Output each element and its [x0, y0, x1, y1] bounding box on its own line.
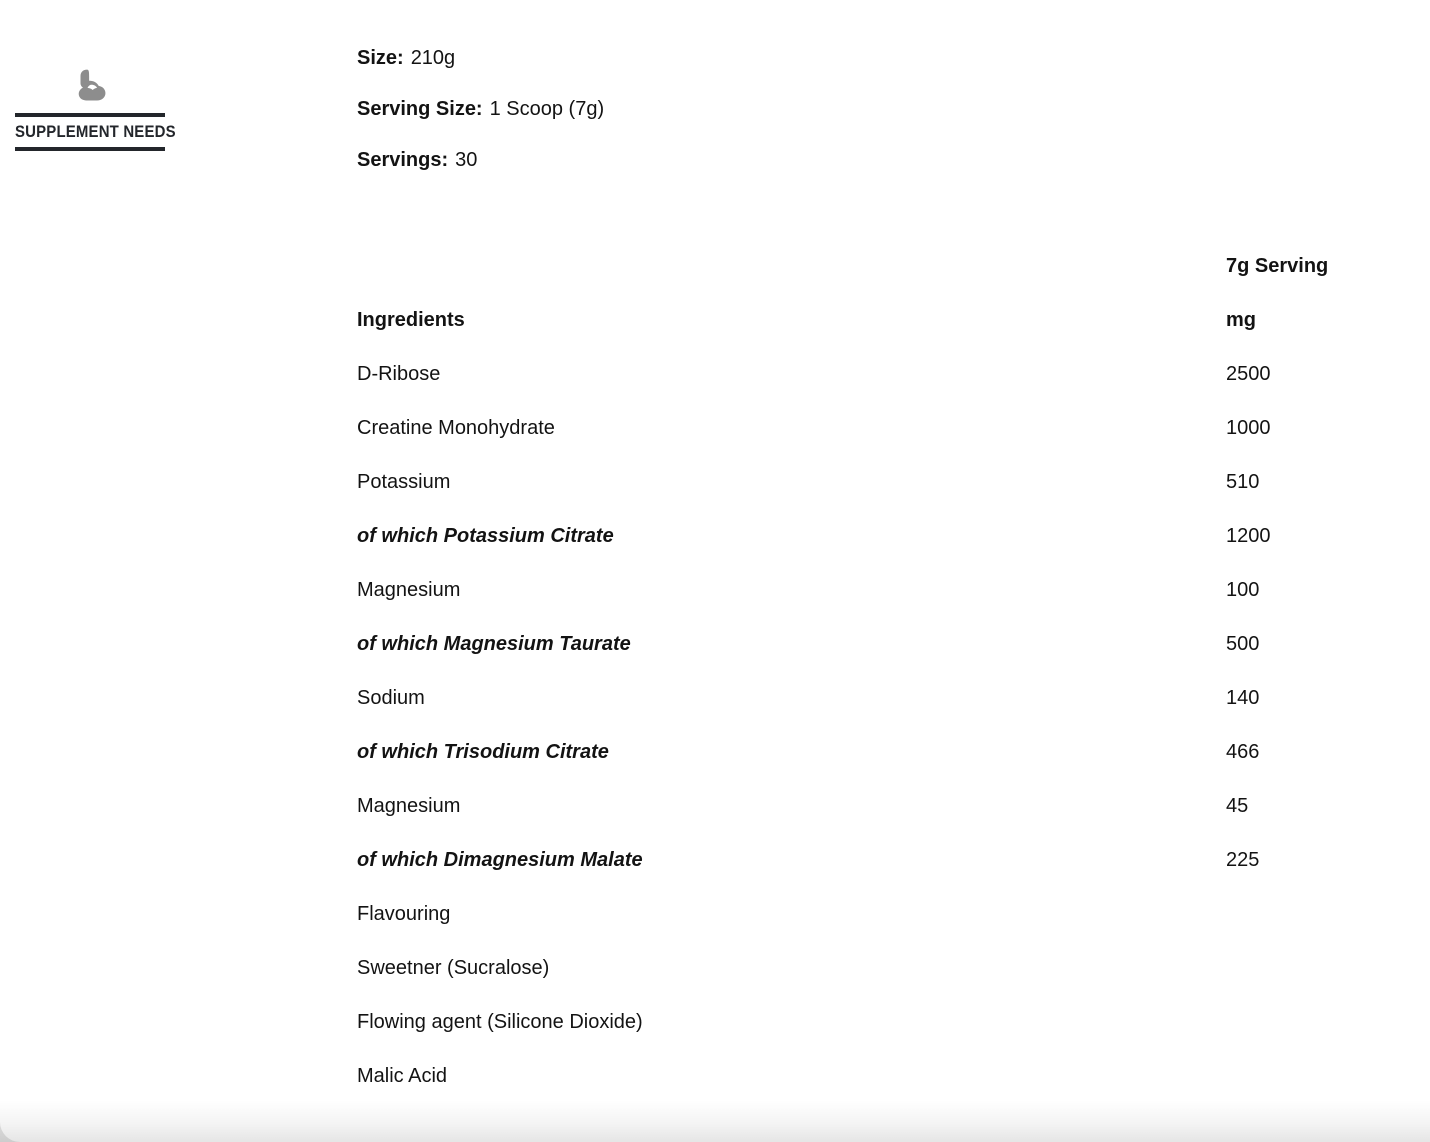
ingredients-column-header: Ingredients: [357, 308, 465, 331]
ingredient-row: [357, 401, 1357, 455]
ingredient-name: Sodium: [357, 686, 425, 709]
ingredient-row: [357, 941, 1357, 995]
ingredient-row: [357, 995, 1357, 1049]
ingredient-name: Flavouring: [357, 902, 451, 925]
ingredient-name: D-Ribose: [357, 362, 441, 385]
ingredient-amount: 466: [1226, 740, 1260, 763]
ingredient-row: [357, 347, 1357, 401]
ingredient-row: [357, 887, 1357, 941]
ingredient-name: of which Dimagnesium Malate: [357, 848, 643, 871]
ingredient-name: Sweetner (Sucralose): [357, 956, 550, 979]
ingredient-name: Magnesium: [357, 794, 461, 817]
page-rounded-corner: [0, 1116, 150, 1142]
serving-header: 7g Serving: [1226, 254, 1329, 277]
product-details: [357, 33, 1357, 1103]
ingredient-row: [357, 455, 1357, 509]
size-value: 210g: [410, 47, 456, 69]
size-label: Size:: [357, 47, 404, 69]
ingredient-name: of which Potassium Citrate: [357, 524, 614, 547]
ingredient-amount: 500: [1226, 632, 1260, 655]
ingredients-table: [357, 239, 1357, 1103]
serving-header-row: [357, 239, 1357, 293]
ingredient-name: of which Magnesium Taurate: [357, 632, 631, 655]
logo-divider-bottom: [15, 147, 165, 151]
size-line: [357, 33, 1357, 84]
page-bottom-shadow: [0, 1100, 1430, 1142]
brand-name: SUPPLEMENT NEEDS: [15, 122, 176, 141]
brand-logo: [15, 66, 176, 151]
ingredient-name: Creatine Monohydrate: [357, 416, 555, 439]
ingredient-row: [357, 671, 1357, 725]
ingredient-name: Malic Acid: [357, 1064, 448, 1087]
ingredient-amount: 100: [1226, 578, 1260, 601]
ingredient-row: [357, 563, 1357, 617]
servings-label: Servings:: [357, 149, 449, 171]
ingredient-row: [357, 779, 1357, 833]
ingredient-name: of which Trisodium Citrate: [357, 740, 609, 763]
ingredient-name: Flowing agent (Silicone Dioxide): [357, 1010, 643, 1033]
serving-size-value: 1 Scoop (7g): [489, 98, 605, 120]
ingredient-amount: 45: [1226, 794, 1249, 817]
servings-line: [357, 135, 1357, 186]
serving-size-label: Serving Size:: [357, 98, 483, 120]
ingredient-name: Potassium: [357, 470, 451, 493]
ingredient-amount: 225: [1226, 848, 1260, 871]
ingredient-name: Magnesium: [357, 578, 461, 601]
ingredient-row: [357, 617, 1357, 671]
servings-value: 30: [455, 149, 478, 171]
product-info-block: [357, 33, 1357, 186]
ingredient-row: [357, 1049, 1357, 1103]
bicep-icon: [15, 66, 165, 104]
serving-size-line: [357, 84, 1357, 135]
ingredient-rows: [357, 347, 1357, 1103]
ingredient-amount: 140: [1226, 686, 1260, 709]
ingredient-amount: 1000: [1226, 416, 1271, 439]
ingredient-amount: 2500: [1226, 362, 1271, 385]
column-header-row: [357, 293, 1357, 347]
ingredient-row: [357, 725, 1357, 779]
ingredient-row: [357, 833, 1357, 887]
ingredient-amount: 510: [1226, 470, 1260, 493]
ingredient-row: [357, 509, 1357, 563]
ingredient-amount: 1200: [1226, 524, 1271, 547]
mg-column-header: mg: [1226, 308, 1256, 331]
